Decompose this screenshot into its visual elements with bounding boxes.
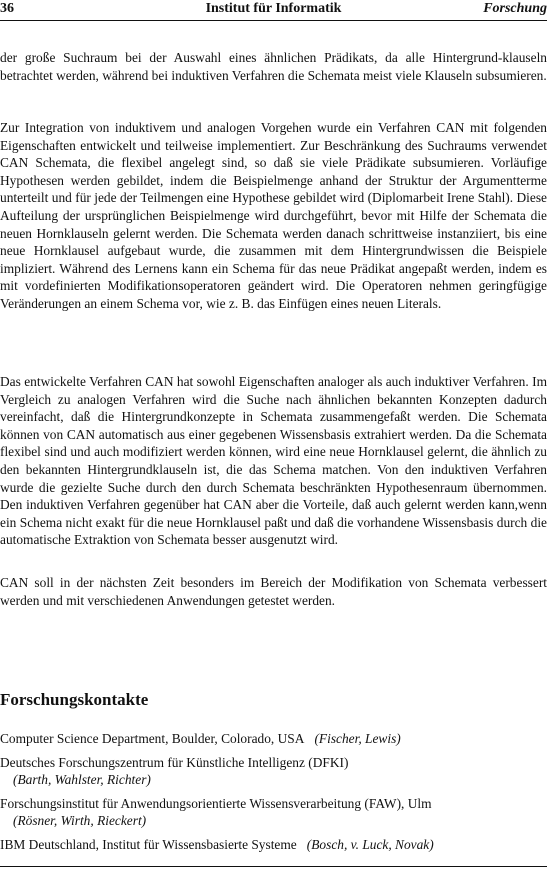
contact-org: Deutsches Forschungszentrum für Künstliche Intelligenz (DFKI) xyxy=(0,754,349,770)
contact-item-3 xyxy=(0,795,547,830)
running-header xyxy=(0,0,547,18)
contact-item-4 xyxy=(0,836,547,854)
body-paragraph-2: Zur Integration von induktivem und analogen Vorgehen wurde ein Verfahren CAN mit folgenden Eigenschaften entwickelt und teilweise implementiert. Zur Beschränkung des Suchraums verwendet CAN Schemata, die flexibel angelegt sind, so daß sie viele Prädikate subsumieren. Vorläufige Hypothesen werden gebildet, indem die Beispielmenge anhand der Struktur der Argumentterme unterteilt und für jede der Teilmengen eine Hypothese gebildet wird (Diplomarbeit Irene Stahl). Diese Aufteilung der ursprünglichen Beispielmenge wird durchgeführt, bevor mit Hilfe der Schemata die neuen Hornklauseln gelernt werden. Die Schemata werden danach schrittweise instanziiert, bis eine neue Hornklausel aufgebaut wurde, die zusammen mit dem Hintergrundwissen die Beispiele impliziert. Während des Lernens kann ein Schema für das neue Prädikat angepaßt werden, indem es mit vordefinierten Modifikationsoperatoren geändert wird. Die Operatoren nehmen geringfügige Veränderungen an einem Schema vor, wie z. B. das Einfügen eines neuen Literals. xyxy=(0,120,547,311)
contact-people: (Bosch, v. Luck, Novak) xyxy=(306,836,434,852)
contact-people: (Rösner, Wirth, Rieckert) xyxy=(13,813,147,829)
contact-org: Computer Science Department, Boulder, Colorado, USA xyxy=(0,731,305,746)
body-paragraph-1: der große Suchraum bei der Auswahl eines ähnlichen Prädikats, da alle Hintergrund-klauseln betrachtet werden, während bei induktiven Verfahren die Schemata meist viele Klauseln subsumieren. xyxy=(0,50,547,83)
body-paragraph-3: Das entwickelte Verfahren CAN hat sowohl Eigenschaften analoger als auch induktiver Verfahren. Im Vergleich zu analogen Verfahren wird die Suche nach ähnlichen bekannten Konzepten dadurch vereinfacht, daß die Hintergrundkonzepte in Schemata zusammengefaßt werden. Die Schemata können von CAN automatisch aus einer gegebenen Wissensbasis extrahiert werden. Da die Schemata flexibel sind und auch modifiziert werden können, wird eine neue Hornklausel gelernt, die ähnlich zu den bekannten Hintergrundklauseln ist, die das Schema matchen. Von den induktiven Verfahren wurde die gezielte Suche durch den durch Schemata beschränkten Hypothesenraum übernommen. Den induktiven Verfahren gegenüber hat CAN aber die Vorteile, daß auch gelernt werden kann,wenn ein Schema nicht exakt für die neue Hornklausel paßt und daß die vorhandene Wissensbasis durch die automatische Extraktion von Schemata besser ausgenutzt wird. xyxy=(0,374,547,548)
page-number: 36 xyxy=(0,1,14,16)
footer-rule xyxy=(0,866,547,867)
contact-people: (Fischer, Lewis) xyxy=(314,731,401,746)
contact-people: (Barth, Wahlster, Richter) xyxy=(13,772,151,788)
header-rule xyxy=(0,20,547,21)
contact-item-2 xyxy=(0,754,547,789)
body-paragraph-4: CAN soll in der nächsten Zeit besonders im Bereich der Modifikation von Schemata verbessert werden und mit verschiedenen Anwendungen getestet werden. xyxy=(0,575,547,608)
contact-org: IBM Deutschland, Institut für Wissensbasierte Systeme xyxy=(0,836,297,852)
contact-org: Forschungsinstitut für Anwendungsorientierte Wissensverarbeitung (FAW), Ulm xyxy=(0,795,432,811)
header-institute: Institut für Informatik xyxy=(205,1,342,16)
header-section: Forschung xyxy=(483,1,547,16)
contact-item-1 xyxy=(0,730,547,748)
contact-list xyxy=(0,730,547,860)
section-heading: Forschungskontakte xyxy=(0,690,149,709)
